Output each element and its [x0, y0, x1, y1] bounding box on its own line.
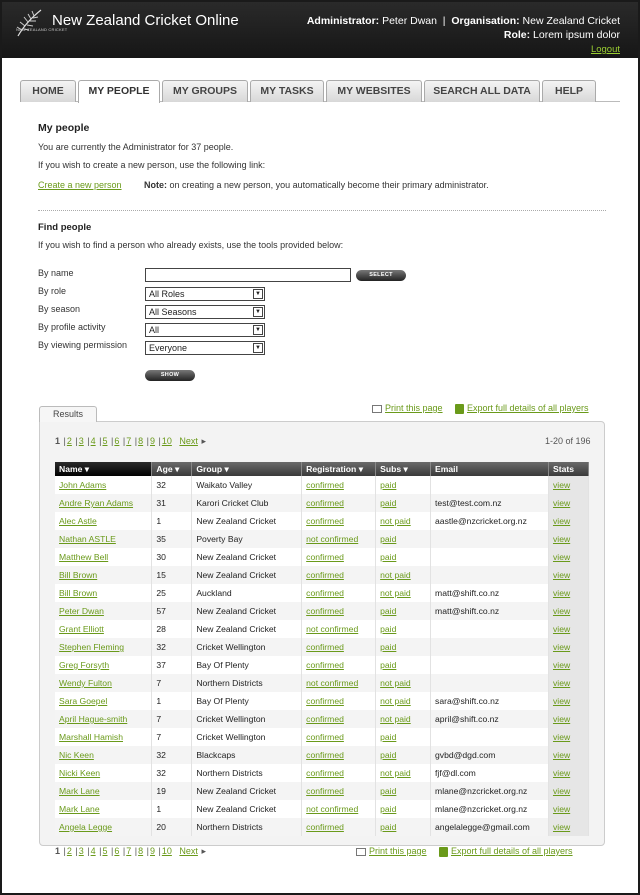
page-link[interactable]: 2 [66, 846, 72, 856]
cell-name[interactable]: Matthew Bell [55, 548, 152, 566]
page-link[interactable]: 6 [114, 846, 120, 856]
table-row [55, 476, 589, 494]
table-row [55, 800, 589, 818]
cell-stats[interactable]: view [548, 602, 588, 620]
cell-name[interactable]: Nicki Keen [55, 764, 152, 782]
cell-email [431, 530, 549, 548]
cell-stats[interactable]: view [548, 782, 588, 800]
table-row [55, 764, 589, 782]
cell-registration[interactable]: confirmed [302, 584, 376, 602]
col-email-header[interactable] [431, 462, 549, 476]
cell-stats[interactable]: view [548, 530, 588, 548]
create-instruction-text: If you wish to create a new person, use the following link: [38, 160, 266, 170]
page-link[interactable]: 9 [150, 846, 156, 856]
page-link[interactable]: 9 [150, 436, 156, 446]
cell-email: aastle@nzcricket.org.nz [431, 512, 549, 530]
cell-group: Waikato Valley [192, 476, 302, 494]
export-icon [439, 847, 448, 857]
role-value: Lorem ipsum dolor [533, 29, 620, 41]
by-season-label: By season [38, 304, 81, 314]
printer-icon [372, 405, 382, 413]
show-button[interactable]: SHOW [145, 370, 195, 381]
org-value: New Zealand Cricket [522, 15, 620, 27]
cell-subs[interactable]: not paid [376, 512, 431, 530]
page-link[interactable]: 6 [114, 436, 120, 446]
table-row [55, 782, 589, 800]
page-link[interactable]: 3 [78, 846, 84, 856]
print-link-label[interactable]: Print this page [385, 403, 443, 413]
fern-logo-icon [14, 8, 44, 38]
cell-name[interactable]: Grant Elliott [55, 620, 152, 638]
cell-subs[interactable]: not paid [376, 710, 431, 728]
cell-subs[interactable]: paid [376, 818, 431, 836]
sort-icon: ▾ [358, 463, 364, 474]
cell-name[interactable]: Sara Goepel [55, 692, 152, 710]
role-select-value: All Roles [149, 289, 185, 299]
cell-age: 32 [152, 638, 192, 656]
result-count: 1-20 of 196 [545, 436, 591, 446]
cell-group: Northern Districts [192, 818, 302, 836]
cell-subs[interactable]: paid [376, 602, 431, 620]
cell-group: Karori Cricket Club [192, 494, 302, 512]
cell-name[interactable]: Bill Brown [55, 584, 152, 602]
activity-select-value: All [149, 325, 160, 335]
table-row [55, 638, 589, 656]
next-arrow-icon: ▸ [201, 436, 206, 446]
col-group-label: Group [196, 463, 223, 474]
cell-name[interactable]: Andre Ryan Adams [55, 494, 152, 512]
cell-name[interactable]: Nic Keen [55, 746, 152, 764]
cell-registration[interactable]: confirmed [302, 656, 376, 674]
cell-age: 25 [152, 584, 192, 602]
col-name-header[interactable] [55, 462, 152, 476]
table-row [55, 602, 589, 620]
cell-age: 32 [152, 746, 192, 764]
cell-email [431, 728, 549, 746]
print-link-bottom[interactable] [356, 846, 427, 856]
page-link[interactable]: 5 [102, 846, 108, 856]
page-link[interactable]: 10 [161, 436, 172, 446]
cell-email: matt@shift.co.nz [431, 602, 549, 620]
page-link[interactable]: 7 [126, 436, 132, 446]
page-link[interactable]: 8 [138, 436, 144, 446]
my-people-heading: My people [38, 122, 90, 134]
export-icon [455, 404, 464, 414]
note-label: Note: [144, 180, 167, 190]
cell-group: New Zealand Cricket [192, 566, 302, 584]
cell-subs[interactable]: paid [376, 800, 431, 818]
by-role-label: By role [38, 286, 67, 296]
table-row [55, 548, 589, 566]
cell-email [431, 566, 549, 584]
role-select[interactable] [145, 287, 265, 301]
cell-stats[interactable]: view [548, 512, 588, 530]
page-link[interactable]: 3 [78, 436, 84, 446]
cell-email [431, 656, 549, 674]
name-input[interactable] [145, 268, 351, 282]
cell-stats[interactable]: view [548, 800, 588, 818]
table-row [55, 656, 589, 674]
page-link[interactable]: 7 [126, 846, 132, 856]
cell-subs[interactable]: not paid [376, 566, 431, 584]
main-nav [20, 80, 620, 102]
cell-registration[interactable]: confirmed [302, 728, 376, 746]
col-email-label: Email [435, 464, 458, 474]
cell-age: 57 [152, 602, 192, 620]
create-person-link[interactable]: Create a new person [38, 180, 122, 190]
cell-stats[interactable]: view [548, 548, 588, 566]
cell-age: 32 [152, 764, 192, 782]
cell-group: Auckland [192, 584, 302, 602]
cell-subs[interactable]: paid [376, 530, 431, 548]
cell-email: mlane@nzcricket.org.nz [431, 800, 549, 818]
page-current: 1 [55, 846, 61, 856]
note-text: on creating a new person, you automatically become their primary administrator. [169, 180, 489, 190]
export-link-bottom[interactable] [439, 846, 573, 857]
permission-select-value: Everyone [149, 343, 188, 353]
cell-name[interactable]: Mark Lane [55, 782, 152, 800]
by-permission-label: By viewing permission [38, 340, 128, 350]
cell-subs[interactable]: paid [376, 620, 431, 638]
table-row [55, 692, 589, 710]
cell-registration[interactable]: not confirmed [302, 800, 376, 818]
role-label: Role: [503, 29, 531, 41]
page-link[interactable]: 4 [90, 846, 96, 856]
col-age-label: Age [156, 463, 173, 474]
cell-registration[interactable]: confirmed [302, 566, 376, 584]
col-name-label: Name [59, 463, 83, 474]
col-subs-label: Subs [380, 463, 402, 474]
table-header-row [55, 462, 589, 476]
cell-email [431, 548, 549, 566]
cell-group: New Zealand Cricket [192, 782, 302, 800]
pager-top: 1 |2 |3 |4 |5 |6 |7 |8 |9 |10 Next ▸ [55, 436, 206, 446]
cell-stats[interactable]: view [548, 728, 588, 746]
cell-registration[interactable]: confirmed [302, 818, 376, 836]
sort-icon: ▾ [403, 463, 408, 474]
table-row [55, 584, 589, 602]
season-select[interactable] [145, 305, 265, 319]
org-label: Organisation: [451, 15, 520, 27]
tab-home[interactable]: HOME [20, 80, 76, 102]
cell-name[interactable]: Stephen Fleming [55, 638, 152, 656]
col-subs-header[interactable] [376, 462, 431, 476]
cell-group: Bay Of Plenty [192, 656, 302, 674]
cell-group: Cricket Wellington [192, 728, 302, 746]
table-row [55, 710, 589, 728]
cell-stats[interactable]: view [548, 710, 588, 728]
cell-registration[interactable]: confirmed [302, 602, 376, 620]
table-row [55, 620, 589, 638]
cell-email: mlane@nzcricket.org.nz [431, 782, 549, 800]
cell-stats[interactable]: view [548, 746, 588, 764]
cell-age: 7 [152, 674, 192, 692]
next-link[interactable]: Next [179, 846, 198, 856]
cell-subs[interactable]: paid [376, 656, 431, 674]
cell-email: test@test.com.nz [431, 494, 549, 512]
page-link[interactable]: 10 [161, 846, 172, 856]
cell-group: Northern Districts [192, 674, 302, 692]
cell-registration[interactable]: confirmed [302, 638, 376, 656]
cell-registration[interactable]: confirmed [302, 782, 376, 800]
tab-my-websites[interactable]: MY WEBSITES [326, 80, 422, 102]
cell-age: 15 [152, 566, 192, 584]
cell-email: matt@shift.co.nz [431, 584, 549, 602]
col-stats-label: Stats [552, 464, 574, 474]
col-registration-header[interactable] [302, 462, 376, 476]
next-arrow-icon: ▸ [201, 846, 206, 856]
next-link[interactable]: Next [179, 436, 198, 446]
cell-age: 31 [152, 494, 192, 512]
cell-name[interactable]: Alec Astle [55, 512, 152, 530]
admin-label: Administrator: [306, 15, 380, 27]
activity-select[interactable] [145, 323, 265, 337]
cell-age: 7 [152, 728, 192, 746]
cell-registration[interactable]: not confirmed [302, 620, 376, 638]
cell-stats[interactable]: view [548, 764, 588, 782]
find-desc-text: If you wish to find a person who already exists, use the tools provided below: [38, 240, 344, 250]
cell-group: Cricket Wellington [192, 638, 302, 656]
cell-registration[interactable]: confirmed [302, 548, 376, 566]
table-row [55, 512, 589, 530]
cell-registration[interactable]: confirmed [302, 764, 376, 782]
cell-name[interactable]: John Adams [55, 476, 152, 494]
cell-stats[interactable]: view [548, 584, 588, 602]
cell-subs[interactable]: paid [376, 476, 431, 494]
app-header [2, 2, 638, 58]
cell-name[interactable]: April Hague-smith [55, 710, 152, 728]
cell-subs[interactable]: not paid [376, 692, 431, 710]
chevron-down-icon: ▼ [253, 289, 263, 299]
page-link[interactable]: 2 [66, 436, 72, 446]
create-note [144, 180, 489, 190]
tab-my-groups[interactable]: MY GROUPS [162, 80, 248, 102]
chevron-down-icon: ▼ [253, 343, 263, 353]
cell-email: angelalegge@gmail.com [431, 818, 549, 836]
cell-age: 1 [152, 512, 192, 530]
cell-group: Bay Of Plenty [192, 692, 302, 710]
table-row [55, 818, 589, 836]
col-registration-label: Registration [306, 463, 357, 474]
cell-stats[interactable]: view [548, 476, 588, 494]
cell-name[interactable]: Mark Lane [55, 800, 152, 818]
export-link-label[interactable]: Export full details of all players [451, 846, 573, 856]
col-age-header[interactable] [152, 462, 192, 476]
cell-subs[interactable]: not paid [376, 674, 431, 692]
cell-group: Cricket Wellington [192, 710, 302, 728]
by-activity-label: By profile activity [38, 322, 106, 332]
permission-select[interactable] [145, 341, 265, 355]
cell-subs[interactable]: paid [376, 782, 431, 800]
col-group-header[interactable] [192, 462, 302, 476]
cell-name[interactable]: Marshall Hamish [55, 728, 152, 746]
cell-stats[interactable]: view [548, 656, 588, 674]
printer-icon [356, 848, 366, 856]
cell-registration[interactable]: confirmed [302, 512, 376, 530]
sort-icon: ▾ [175, 463, 180, 474]
cell-stats[interactable]: view [548, 620, 588, 638]
cell-email: fjf@dl.com [431, 764, 549, 782]
season-select-value: All Seasons [149, 307, 197, 317]
table-row [55, 728, 589, 746]
cell-registration[interactable]: confirmed [302, 692, 376, 710]
cell-email: april@shift.co.nz [431, 710, 549, 728]
print-link-label[interactable]: Print this page [369, 846, 427, 856]
cell-subs[interactable]: not paid [376, 764, 431, 782]
section-divider [38, 210, 606, 211]
chevron-down-icon: ▼ [253, 307, 263, 317]
cell-age: 35 [152, 530, 192, 548]
export-link-top[interactable] [455, 403, 589, 414]
cell-group: New Zealand Cricket [192, 800, 302, 818]
cell-stats[interactable]: view [548, 638, 588, 656]
page-link[interactable]: 8 [138, 846, 144, 856]
cell-name[interactable]: Bill Brown [55, 566, 152, 584]
table-row [55, 566, 589, 584]
table-row [55, 530, 589, 548]
cell-stats[interactable]: view [548, 674, 588, 692]
cell-registration[interactable]: not confirmed [302, 530, 376, 548]
chevron-down-icon: ▼ [253, 325, 263, 335]
cell-age: 20 [152, 818, 192, 836]
page-current: 1 [55, 436, 61, 446]
export-link-label[interactable]: Export full details of all players [467, 403, 589, 413]
cell-email: sara@shift.co.nz [431, 692, 549, 710]
cell-group: New Zealand Cricket [192, 602, 302, 620]
cell-subs[interactable]: paid [376, 728, 431, 746]
select-button[interactable]: SELECT [356, 270, 406, 281]
cell-stats[interactable]: view [548, 494, 588, 512]
cell-name[interactable]: Greg Forsyth [55, 656, 152, 674]
cell-stats[interactable]: view [548, 818, 588, 836]
cell-group: New Zealand Cricket [192, 512, 302, 530]
col-stats-header [548, 462, 588, 476]
cell-email [431, 638, 549, 656]
cell-registration[interactable]: confirmed [302, 710, 376, 728]
cell-subs[interactable]: paid [376, 494, 431, 512]
cell-name[interactable]: Angela Legge [55, 818, 152, 836]
cell-age: 37 [152, 656, 192, 674]
cell-age: 30 [152, 548, 192, 566]
table-row [55, 494, 589, 512]
cell-stats[interactable]: view [548, 566, 588, 584]
admin-value: Peter Dwan [382, 15, 437, 27]
table-row [55, 674, 589, 692]
app-title: New Zealand Cricket Online [52, 12, 239, 29]
cell-age: 32 [152, 476, 192, 494]
cell-email [431, 620, 549, 638]
sort-icon: ▾ [224, 463, 229, 474]
cell-stats[interactable]: view [548, 692, 588, 710]
find-people-heading: Find people [38, 222, 92, 233]
page-link[interactable]: 5 [102, 436, 108, 446]
cell-subs[interactable]: not paid [376, 584, 431, 602]
by-name-label: By name [38, 268, 74, 278]
cell-group: Northern Districts [192, 764, 302, 782]
tab-help[interactable]: HELP [542, 80, 596, 102]
cell-group: New Zealand Cricket [192, 548, 302, 566]
admin-count-text: You are currently the Administrator for 37 people. [38, 142, 234, 152]
cell-registration[interactable]: confirmed [302, 494, 376, 512]
tab-search-all-data[interactable]: SEARCH ALL DATA [424, 80, 540, 102]
cell-email [431, 674, 549, 692]
tab-my-people[interactable]: MY PEOPLE [78, 80, 160, 103]
cell-subs[interactable]: paid [376, 746, 431, 764]
cell-group: New Zealand Cricket [192, 620, 302, 638]
sort-icon: ▾ [84, 463, 90, 474]
cell-email [431, 476, 549, 494]
results-table [55, 462, 589, 836]
cell-registration[interactable]: confirmed [302, 746, 376, 764]
logout-link[interactable]: Logout [590, 44, 620, 55]
cell-name[interactable]: Wendy Fulton [55, 674, 152, 692]
cell-age: 1 [152, 800, 192, 818]
cell-group: Blackcaps [192, 746, 302, 764]
cell-registration[interactable]: confirmed [302, 476, 376, 494]
cell-name[interactable]: Peter Dwan [55, 602, 152, 620]
cell-age: 19 [152, 782, 192, 800]
cell-age: 28 [152, 620, 192, 638]
tab-my-tasks[interactable]: MY TASKS [250, 80, 324, 102]
page-link[interactable]: 4 [90, 436, 96, 446]
logo-text: NEW ZEALAND CRICKET [16, 27, 68, 32]
results-tab[interactable]: Results [39, 406, 97, 422]
cell-subs[interactable]: paid [376, 548, 431, 566]
cell-age: 1 [152, 692, 192, 710]
cell-group: Poverty Bay [192, 530, 302, 548]
cell-subs[interactable]: paid [376, 638, 431, 656]
cell-age: 7 [152, 710, 192, 728]
pager-bottom: 1 |2 |3 |4 |5 |6 |7 |8 |9 |10 Next ▸ [55, 846, 206, 856]
cell-email: gvbd@dgd.com [431, 746, 549, 764]
table-row [55, 746, 589, 764]
cell-registration[interactable]: not confirmed [302, 674, 376, 692]
cell-name[interactable]: Nathan ASTLE [55, 530, 152, 548]
print-link-top[interactable] [372, 403, 443, 413]
user-info: Administrator: Peter Dwan | Organisation: New Zealand Cricket Role: Lorem ipsum dolor Logout [306, 15, 620, 55]
